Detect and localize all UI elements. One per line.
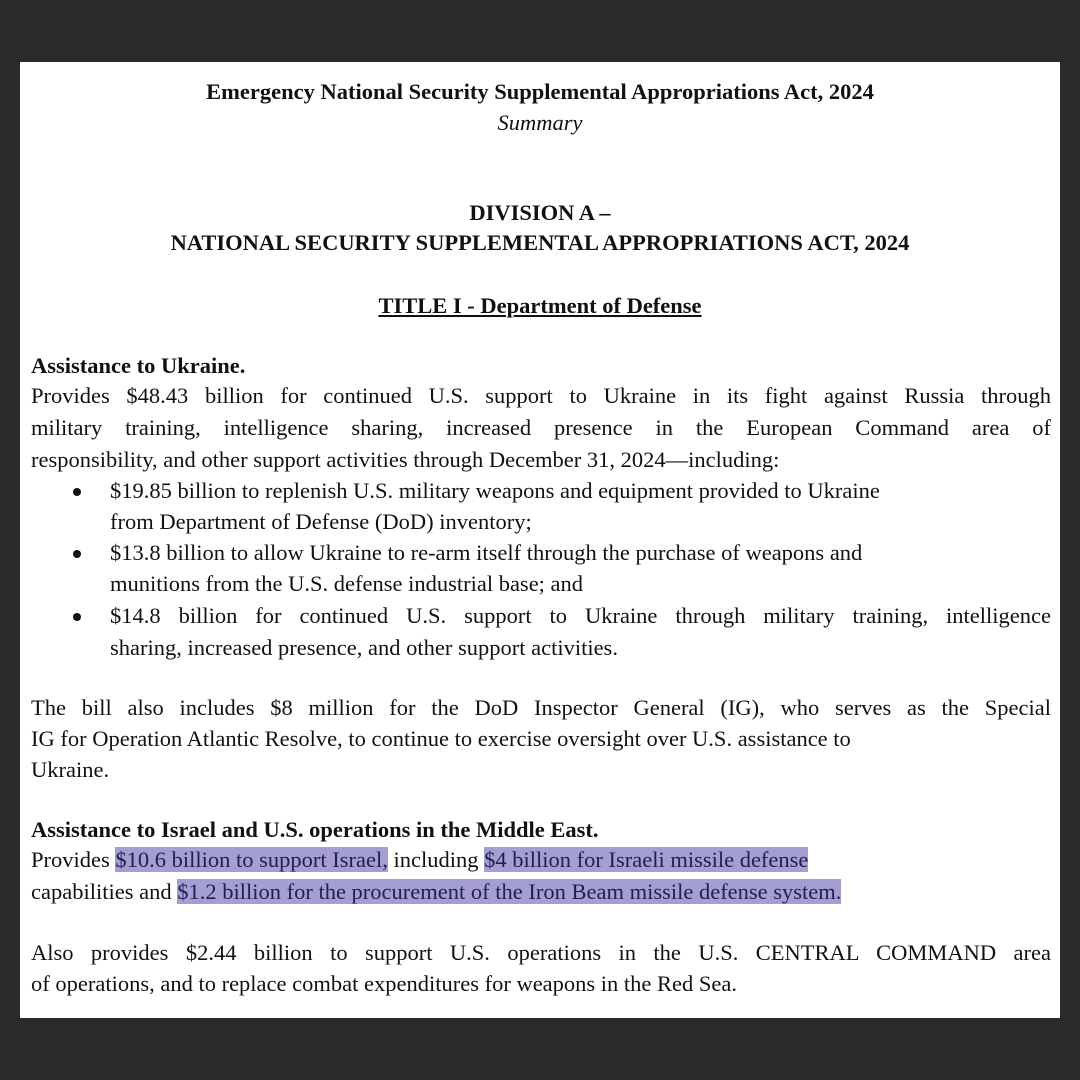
title-heading: TITLE I - Department of Defense [378,293,702,318]
division-heading: DIVISION A – [469,200,611,225]
bullet-line: munitions from the U.S. defense industrial base; and [110,571,584,596]
bullet-line: from Department of Defense (DoD) inventory; [110,509,532,534]
bullet-line: sharing, increased presence, and other support activities. [110,635,618,660]
highlighted-text: $4 billion for Israeli missile defense [484,847,809,872]
centcom-paragraph-line: of operations, and to replace combat expenditures for weapons in the Red Sea. [31,971,738,996]
bullet-icon [73,488,81,496]
bullet-line: $19.85 billion to replenish U.S. military weapons and equipment provided to Ukraine [110,478,880,503]
text: capabilities and [31,879,178,904]
bullet-icon [73,613,81,621]
highlighted-text: $10.6 billion to support Israel, [115,847,388,872]
highlighted-text: $1.2 billion for the procurement of the Iron Beam missile defense system. [177,879,842,904]
ig-paragraph-line: The bill also includes $8 million for the DoD Inspector General (IG), who serves as the Special [31,695,1051,720]
bullet-line: $14.8 billion for continued U.S. support to Ukraine through military training, intelligence [110,603,1051,628]
israel-paragraph-line [31,878,841,906]
israel-paragraph-line [31,846,808,874]
ukraine-paragraph-line: responsibility, and other support activities through December 31, 2024—including: [31,447,780,472]
ig-paragraph-line: IG for Operation Atlantic Resolve, to continue to exercise oversight over U.S. assistance to [31,726,851,751]
ukraine-paragraph-line: military training, intelligence sharing, increased presence in the European Command area of [31,415,1051,440]
ukraine-paragraph-line: Provides $48.43 billion for continued U.S. support to Ukraine in its fight against Russia through [31,383,1051,408]
document-title: Emergency National Security Supplemental Appropriations Act, 2024 [206,79,874,104]
ukraine-heading: Assistance to Ukraine. [31,353,246,378]
text: Provides [31,847,116,872]
document-page [20,62,1060,1018]
division-name: NATIONAL SECURITY SUPPLEMENTAL APPROPRIATIONS ACT, 2024 [170,230,910,255]
centcom-paragraph-line: Also provides $2.44 billion to support U.S. operations in the U.S. CENTRAL COMMAND area [31,940,1051,965]
bullet-icon [73,550,81,558]
israel-heading: Assistance to Israel and U.S. operations in the Middle East. [31,817,599,842]
text: including [387,847,485,872]
document-subtitle: Summary [497,110,583,135]
bullet-line: $13.8 billion to allow Ukraine to re-arm itself through the purchase of weapons and [110,540,863,565]
ig-paragraph-line: Ukraine. [31,757,110,782]
